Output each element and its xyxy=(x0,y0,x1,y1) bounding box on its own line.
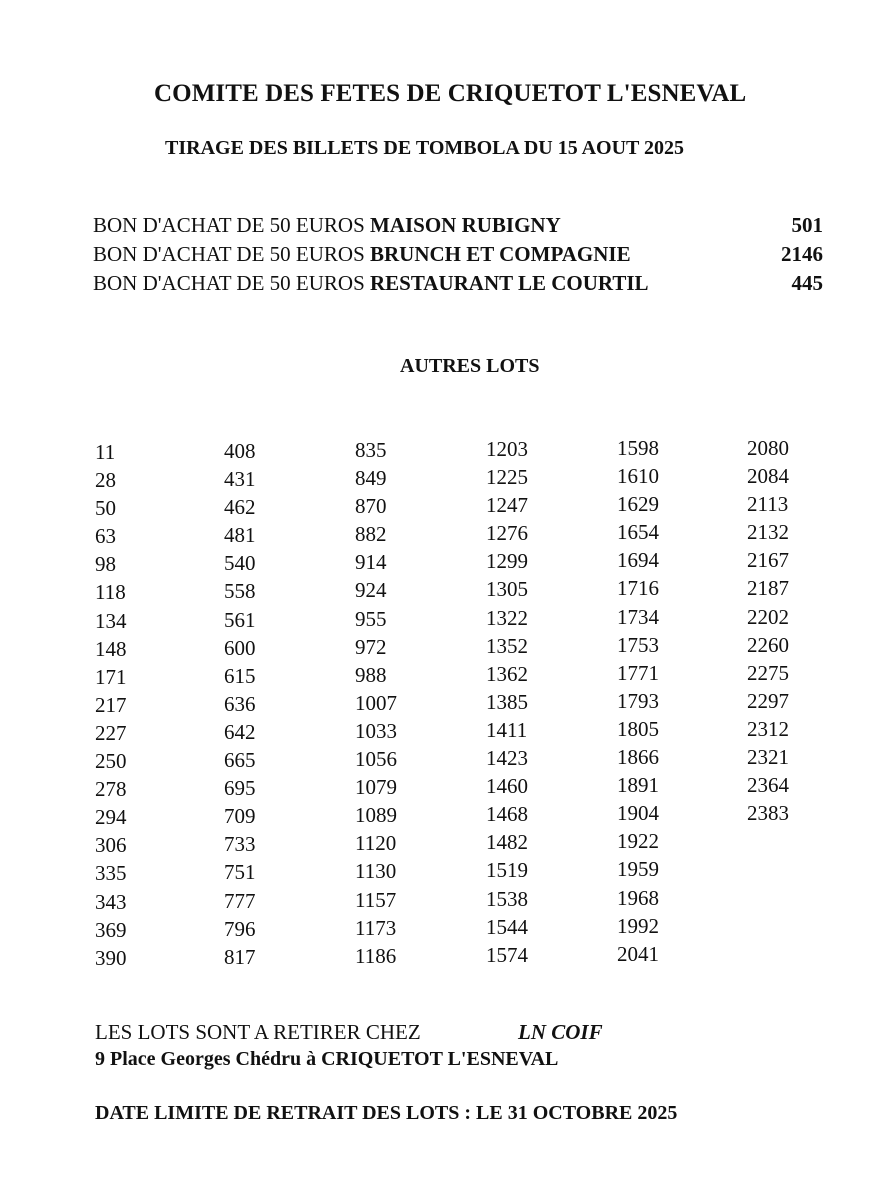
ticket-number: 63 xyxy=(95,524,116,549)
ticket-number: 665 xyxy=(224,748,256,773)
main-prize-row xyxy=(93,213,823,241)
ticket-number: 1959 xyxy=(617,857,659,882)
prize-sponsor: RESTAURANT LE COURTIL xyxy=(370,271,649,295)
pickup-address: 9 Place Georges Chédru à CRIQUETOT L'ESNEVAL xyxy=(95,1048,559,1070)
ticket-number: 1519 xyxy=(486,858,528,883)
ticket-number: 1130 xyxy=(355,859,397,884)
ticket-number: 2312 xyxy=(747,716,789,741)
ticket-number: 2167 xyxy=(747,548,789,573)
ticket-number: 278 xyxy=(95,777,127,802)
ticket-number: 1654 xyxy=(617,520,659,545)
ticket-number: 1079 xyxy=(355,775,397,800)
ticket-number: 1610 xyxy=(617,464,659,489)
prize-ticket-number: 501 xyxy=(791,213,823,237)
ticket-number: 777 xyxy=(224,888,256,913)
ticket-number: 134 xyxy=(95,608,127,633)
ticket-number: 1992 xyxy=(617,913,659,938)
ticket-number: 343 xyxy=(95,889,127,914)
ticket-number: 1173 xyxy=(355,915,397,940)
ticket-number: 1247 xyxy=(486,493,528,518)
ticket-number: 733 xyxy=(224,832,256,857)
ticket-number: 817 xyxy=(224,944,256,969)
ticket-number: 1352 xyxy=(486,633,528,658)
ticket-number: 1771 xyxy=(617,660,659,685)
ticket-number: 1629 xyxy=(617,492,659,517)
ticket-number: 1089 xyxy=(355,803,397,828)
ticket-number: 1968 xyxy=(617,885,659,910)
ticket-number-column xyxy=(747,434,789,827)
ticket-number: 1362 xyxy=(486,661,528,686)
ticket-number: 1120 xyxy=(355,831,397,856)
ticket-number: 294 xyxy=(95,805,127,830)
ticket-number: 1468 xyxy=(486,802,528,827)
ticket-number: 1385 xyxy=(486,689,528,714)
ticket-number: 11 xyxy=(95,440,116,464)
ticket-number-column xyxy=(95,438,127,972)
ticket-number: 1922 xyxy=(617,829,659,854)
ticket-number: 1538 xyxy=(486,886,528,911)
ticket-number: 796 xyxy=(224,916,256,941)
ticket-number: 1805 xyxy=(617,716,659,741)
ticket-number: 1203 xyxy=(486,437,528,461)
ticket-number: 1276 xyxy=(486,521,528,546)
ticket-number: 636 xyxy=(224,691,256,716)
ticket-number: 1460 xyxy=(486,774,528,799)
ticket-number: 1305 xyxy=(486,577,528,602)
main-prize-row xyxy=(93,271,823,299)
ticket-number: 1891 xyxy=(617,773,659,798)
prize-label: BON D'ACHAT DE 50 EUROS xyxy=(93,242,365,266)
ticket-number: 408 xyxy=(224,439,256,463)
ticket-number: 642 xyxy=(224,719,256,744)
ticket-number: 1598 xyxy=(617,436,659,460)
prize-ticket-number: 445 xyxy=(791,271,823,295)
ticket-number: 540 xyxy=(224,551,256,576)
ticket-number: 1753 xyxy=(617,632,659,657)
ticket-number: 972 xyxy=(355,634,387,659)
ticket-number: 335 xyxy=(95,861,127,886)
ticket-number: 2113 xyxy=(747,492,789,517)
prize-label: BON D'ACHAT DE 50 EUROS xyxy=(93,271,365,295)
ticket-number: 250 xyxy=(95,749,127,774)
main-prize-row xyxy=(93,242,823,270)
ticket-number: 561 xyxy=(224,607,256,632)
ticket-number: 1574 xyxy=(486,942,528,967)
ticket-number: 2383 xyxy=(747,801,789,826)
ticket-number: 2132 xyxy=(747,520,789,545)
ticket-number: 2297 xyxy=(747,688,789,713)
ticket-number: 1225 xyxy=(486,465,528,490)
ticket-number: 431 xyxy=(224,467,256,492)
ticket-number: 1694 xyxy=(617,548,659,573)
ticket-number: 955 xyxy=(355,606,387,631)
ticket-number: 2275 xyxy=(747,660,789,685)
ticket-number: 2260 xyxy=(747,632,789,657)
ticket-number: 148 xyxy=(95,636,127,661)
ticket-number: 28 xyxy=(95,468,116,493)
ticket-number: 914 xyxy=(355,550,387,575)
ticket-number: 1793 xyxy=(617,688,659,713)
ticket-number-column xyxy=(224,437,256,971)
ticket-number: 1322 xyxy=(486,605,528,630)
ticket-number: 390 xyxy=(95,945,127,970)
ticket-number: 1411 xyxy=(486,717,528,742)
ticket-number: 695 xyxy=(224,776,256,801)
ticket-number: 835 xyxy=(355,438,387,462)
ticket-number: 1734 xyxy=(617,604,659,629)
prize-label: BON D'ACHAT DE 50 EUROS xyxy=(93,213,365,237)
document-subtitle: TIRAGE DES BILLETS DE TOMBOLA DU 15 AOUT 2025 xyxy=(165,137,685,159)
ticket-number: 2364 xyxy=(747,773,789,798)
ticket-number-column xyxy=(617,434,659,968)
ticket-number: 118 xyxy=(95,580,126,605)
ticket-number: 1007 xyxy=(355,690,397,715)
ticket-number: 924 xyxy=(355,578,387,603)
ticket-number: 558 xyxy=(224,579,256,604)
ticket-number: 849 xyxy=(355,466,387,491)
ticket-number: 1423 xyxy=(486,746,528,771)
ticket-number: 217 xyxy=(95,692,127,717)
ticket-number: 615 xyxy=(224,663,256,688)
ticket-number: 2321 xyxy=(747,745,789,770)
ticket-number: 1299 xyxy=(486,549,528,574)
ticket-number: 462 xyxy=(224,495,256,520)
pickup-deadline: DATE LIMITE DE RETRAIT DES LOTS : LE 31 OCTOBRE 2025 xyxy=(95,1102,678,1124)
ticket-number: 2202 xyxy=(747,604,789,629)
other-prizes-heading: AUTRES LOTS xyxy=(400,355,540,377)
ticket-number: 2084 xyxy=(747,464,789,489)
prize-sponsor: MAISON RUBIGNY xyxy=(370,213,561,237)
ticket-number: 870 xyxy=(355,494,387,519)
ticket-number: 50 xyxy=(95,496,116,521)
ticket-number: 2080 xyxy=(747,436,789,460)
ticket-number: 1904 xyxy=(617,801,659,826)
ticket-number: 1157 xyxy=(355,887,397,912)
ticket-number: 369 xyxy=(95,917,127,942)
document-title: COMITE DES FETES DE CRIQUETOT L'ESNEVAL xyxy=(154,80,747,107)
ticket-number: 1482 xyxy=(486,830,528,855)
prize-ticket-number: 2146 xyxy=(781,242,823,266)
pickup-instruction: LES LOTS SONT A RETIRER CHEZ xyxy=(95,1020,421,1044)
ticket-number: 98 xyxy=(95,552,116,577)
ticket-number: 1056 xyxy=(355,747,397,772)
ticket-number: 171 xyxy=(95,664,127,689)
pickup-place-name: LN COIF xyxy=(518,1020,603,1044)
ticket-number: 1544 xyxy=(486,914,528,939)
ticket-number: 2041 xyxy=(617,941,659,966)
ticket-number: 600 xyxy=(224,635,256,660)
ticket-number: 882 xyxy=(355,522,387,547)
ticket-number: 306 xyxy=(95,833,127,858)
ticket-number-column xyxy=(486,435,528,969)
ticket-number: 751 xyxy=(224,860,256,885)
ticket-number: 2187 xyxy=(747,576,789,601)
ticket-number: 1186 xyxy=(355,943,397,968)
ticket-number: 227 xyxy=(95,720,127,745)
prize-sponsor: BRUNCH ET COMPAGNIE xyxy=(370,242,631,266)
ticket-number: 481 xyxy=(224,523,256,548)
ticket-number: 709 xyxy=(224,804,256,829)
ticket-number-column xyxy=(355,436,397,970)
ticket-number: 1033 xyxy=(355,718,397,743)
ticket-number: 1866 xyxy=(617,745,659,770)
ticket-number: 1716 xyxy=(617,576,659,601)
ticket-number: 988 xyxy=(355,662,387,687)
